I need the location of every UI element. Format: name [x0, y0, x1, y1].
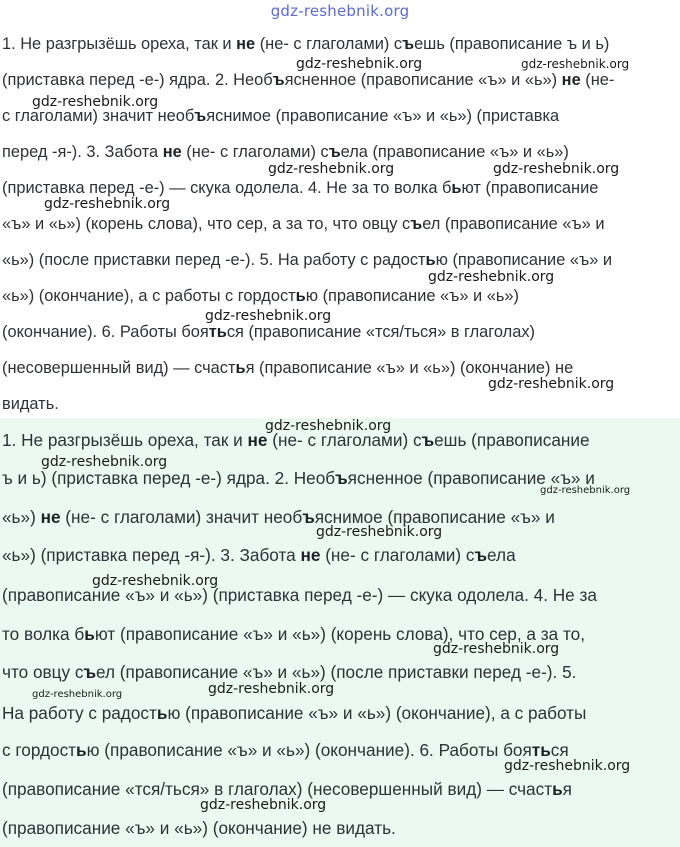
watermark: gdz-reshebnik.org — [92, 573, 219, 589]
watermark: gdz-reshebnik.org — [32, 94, 159, 110]
answer-line: «ь») (окончание), а с работы с гордостью (правописание «ъ» и «ь») — [2, 287, 519, 305]
watermark: gdz-reshebnik.org — [428, 269, 555, 285]
answer-line: «ъ» и «ь») (корень слова), что сер, а за то, что овцу съел (правописание «ъ» и — [2, 215, 605, 233]
answer-line: то волка бьют (правописание «ъ» и «ь») (корень слова), что сер, а за то, — [2, 624, 585, 644]
watermark: gdz-reshebnik.org — [488, 376, 615, 392]
watermark: gdz-reshebnik.org — [205, 308, 332, 324]
watermark: gdz-reshebnik.org — [44, 196, 171, 212]
answer-block-1 — [0, 30, 680, 418]
answer-line: (правописание «ъ» и «ь») (приставка перед -е-) — скука одолела. 4. Не за — [2, 585, 597, 605]
answer-line: 1. Не разгрызёшь ореха, так и не (не- с глаголами) съешь (правописание — [2, 430, 590, 450]
answer-line: что овцу съел (правописание «ъ» и «ь») (после приставки перед -е-). 5. — [2, 662, 577, 682]
answer-block-2 — [0, 418, 680, 847]
watermark: gdz-reshebnik.org — [433, 641, 560, 657]
answer-line: (приставка перед -е-) — скука одолела. 4. Не за то волка бьют (правописание — [2, 179, 599, 197]
answer-line: На работу с радостью (правописание «ъ» и «ь») (окончание), а с работы — [2, 703, 587, 723]
answer-line: перед -я-). 3. Забота не (не- с глаголами) съела (правописание «ъ» и «ь») — [2, 143, 569, 161]
watermark: gdz-reshebnik.org — [265, 418, 392, 434]
answer-line: видать. — [2, 395, 59, 413]
answer-line: (приставка перед -е-) ядра. 2. Необъясненное (правописание «ъ» и «ь») не (не- — [2, 71, 615, 89]
watermark: gdz-reshebnik.org — [493, 161, 620, 177]
answer-line: с гордостью (правописание «ъ» и «ь») (окончание). 6. Работы бояться — [2, 740, 569, 760]
answer-line: ъ и ь) (приставка перед -е-) ядра. 2. Необъясненное (правописание «ъ» и — [2, 468, 595, 488]
header-watermark: gdz-reshebnik.org — [270, 2, 410, 20]
answer-line: 1. Не разгрызёшь ореха, так и не (не- с глаголами) съешь (правописание ъ и ь) — [2, 35, 610, 53]
answer-line: «ь») не (не- с глаголами) значит необъяснимое (правописание «ъ» и — [2, 507, 555, 527]
watermark: gdz-reshebnik.org — [296, 56, 423, 72]
watermark: gdz-reshebnik.org — [268, 161, 395, 177]
answer-line: (несовершенный вид) — счастья (правописание «ъ» и «ь») (окончание) не — [2, 359, 574, 377]
watermark: gdz-reshebnik.org — [208, 681, 335, 697]
answer-line: с глаголами) значит необъяснимое (правописание «ъ» и «ь») (приставка — [2, 107, 560, 125]
watermark: gdz-reshebnik.org — [41, 454, 168, 470]
watermark: gdz-reshebnik.org — [32, 689, 123, 700]
answer-line: (правописание «тся/ться» в глаголах) (несовершенный вид) — счастья — [2, 779, 572, 799]
watermark: gdz-reshebnik.org — [504, 758, 631, 774]
watermark: gdz-reshebnik.org — [316, 524, 443, 540]
watermark: gdz-reshebnik.org — [540, 485, 631, 496]
answer-line: «ь») (приставка перед -я-). 3. Забота не (не- с глаголами) съела — [2, 545, 516, 565]
watermark: gdz-reshebnik.org — [200, 797, 327, 813]
answer-line: (окончание). 6. Работы бояться (правописание «тся/ться» в глаголах) — [2, 323, 536, 341]
watermark: gdz-reshebnik.org — [521, 57, 630, 71]
answer-line: «ь») (после приставки перед -е-). 5. На работу с радостью (правописание «ъ» и — [2, 251, 613, 269]
answer-line: (правописание «ъ» и «ь») (окончание) не видать. — [2, 818, 396, 838]
